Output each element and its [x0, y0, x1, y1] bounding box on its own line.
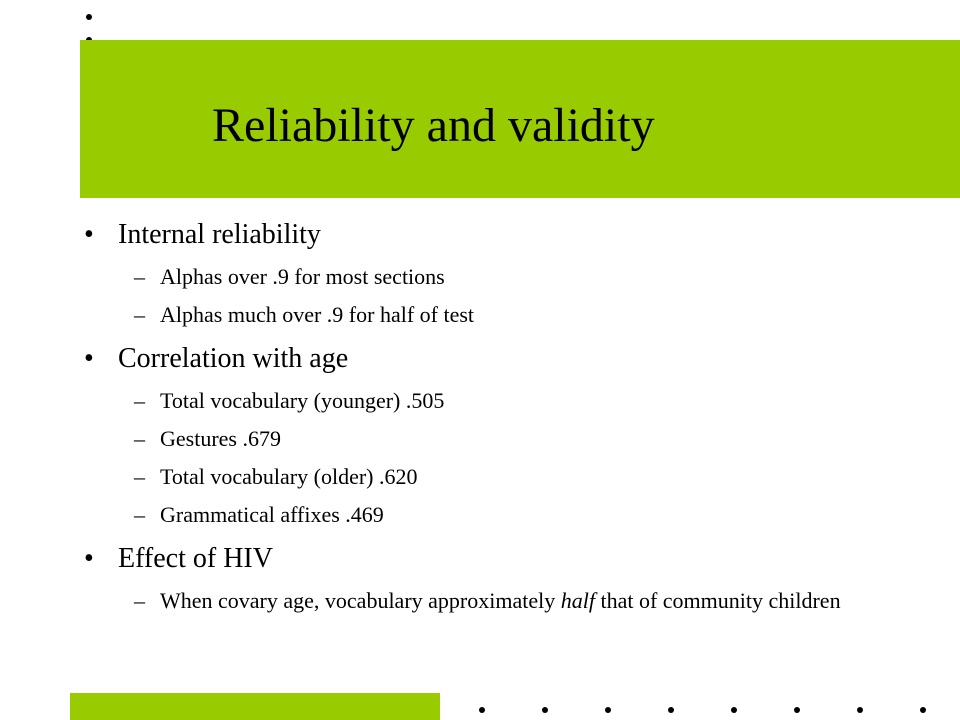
- sub-bullet: [84, 588, 860, 614]
- decorative-dot: [86, 14, 92, 20]
- bullet-heading: Effect of HIV: [118, 543, 273, 574]
- bullet-heading: Correlation with age: [118, 343, 349, 374]
- slide-body: [84, 214, 874, 614]
- sub-bullet-emphasis: half: [560, 588, 595, 613]
- sub-bullet-text: Gestures .679: [160, 426, 281, 451]
- dash-marker: –: [134, 388, 145, 413]
- bullet-marker: •: [84, 343, 94, 374]
- bullet-effect-of-hiv: [84, 538, 874, 580]
- decorative-dot: [731, 707, 737, 713]
- bullet-internal-reliability: [84, 214, 874, 256]
- bullet-marker: •: [84, 543, 94, 574]
- decorative-dot: [920, 707, 926, 713]
- decorative-dot: [794, 707, 800, 713]
- sub-bullet-text: Grammatical affixes .469: [160, 502, 384, 527]
- dash-marker: –: [134, 264, 145, 289]
- sub-bullet-text-start: When covary age, vocabulary approximately: [160, 588, 561, 613]
- sub-bullet-text: Total vocabulary (older) .620: [160, 464, 418, 489]
- bullet-marker: •: [84, 219, 94, 250]
- sub-bullet-text: Alphas much over .9 for half of test: [160, 302, 475, 327]
- sub-bullet: [84, 502, 874, 528]
- sub-bullet-text-end: that of community children: [594, 588, 841, 613]
- decorative-dot: [479, 707, 485, 713]
- decorative-dot: [857, 707, 863, 713]
- sub-bullet: [84, 302, 874, 328]
- footer-accent-bar: [70, 693, 440, 720]
- decorative-dot: [542, 707, 548, 713]
- dash-marker: –: [134, 464, 145, 489]
- slide-title: Reliability and validity: [212, 99, 655, 152]
- dash-marker: –: [134, 302, 145, 327]
- dash-marker: –: [134, 426, 145, 451]
- sub-bullet: [84, 464, 874, 490]
- bullet-heading: Internal reliability: [118, 219, 321, 250]
- decorative-dot: [605, 707, 611, 713]
- sub-bullet-text: Alphas over .9 for most sections: [160, 264, 445, 289]
- bullet-correlation-with-age: [84, 338, 874, 380]
- sub-bullet: [84, 388, 874, 414]
- sub-bullet-text: Total vocabulary (younger) .505: [160, 388, 445, 413]
- sub-bullet: [84, 426, 874, 452]
- dash-marker: –: [134, 502, 145, 527]
- decorative-dot: [668, 707, 674, 713]
- sub-bullet: [84, 264, 874, 290]
- dash-marker: –: [134, 588, 145, 613]
